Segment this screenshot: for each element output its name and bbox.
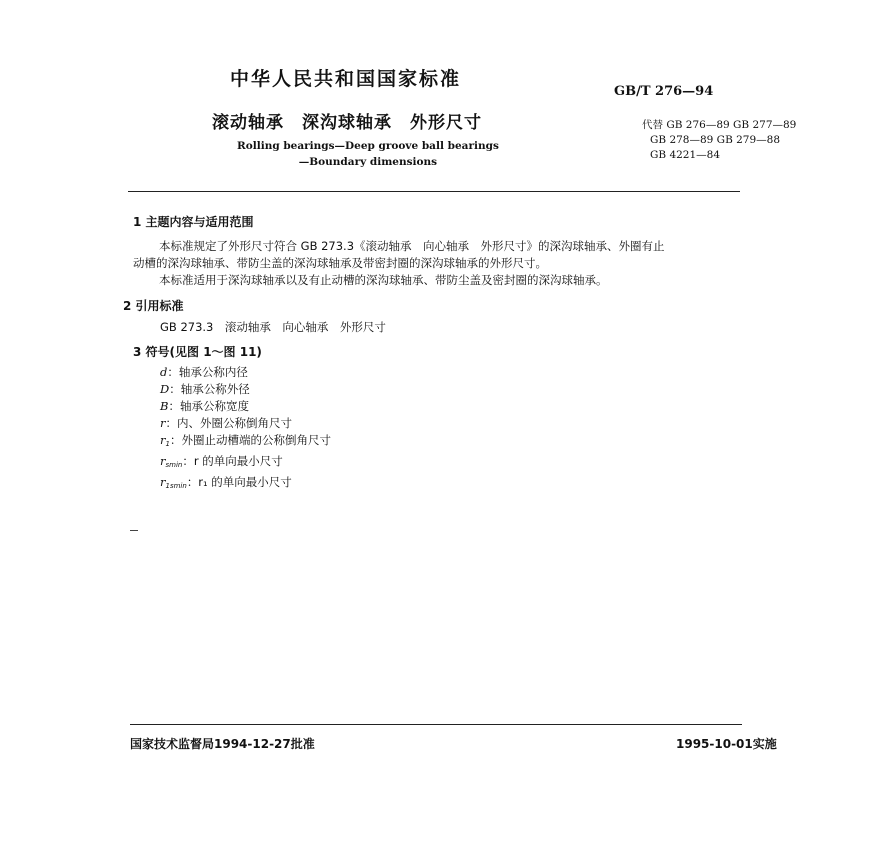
section-1-paragraph-1-line-1: 本标准规定了外形尺寸符合 GB 273.3《滚动轴承 向心轴承 外形尺寸》的深沟球轴承、外圈有止 — [159, 239, 665, 253]
section-3-heading: 3 符号(见图 1～图 11) — [133, 345, 262, 359]
symbol-description: ：轴承公称宽度 — [168, 399, 249, 413]
english-title — [237, 138, 499, 170]
symbol-item — [160, 474, 331, 495]
symbol: r — [160, 454, 166, 468]
symbol-item — [160, 415, 331, 432]
symbol-description: ：r₁ 的单向最小尺寸 — [186, 475, 292, 489]
symbol: r — [160, 416, 166, 430]
symbol: r — [160, 475, 166, 489]
symbol-description: ：内、外圈公称倒角尺寸 — [165, 416, 292, 430]
section-1-paragraph-2: 本标准适用于深沟球轴承以及有止动槽的深沟球轴承、带防尘盖及密封圈的深沟球轴承。 — [159, 273, 608, 287]
symbol-item — [160, 381, 331, 398]
replaces-line-3: GB 4221—84 — [650, 149, 721, 161]
national-standard-title: 中华人民共和国国家标准 — [230, 68, 462, 90]
symbol-description: ：轴承公称内径 — [167, 365, 248, 379]
symbol-item — [160, 453, 331, 474]
chinese-title: 滚动轴承 深沟球轴承 外形尺寸 — [212, 113, 482, 133]
symbol: d — [160, 365, 168, 379]
symbol-description: ：外圈止动槽端的公称倒角尺寸 — [169, 433, 331, 447]
section-1-heading: 1 主题内容与适用范围 — [133, 215, 254, 229]
symbol-item — [160, 398, 331, 415]
implementation-date: 1995-10-01实施 — [676, 737, 777, 751]
replaces-line-1: 代替 GB 276—89 GB 277—89 — [642, 119, 797, 131]
section-1-body — [133, 238, 733, 289]
english-title-line-2: —Boundary dimensions — [298, 156, 438, 168]
footer-divider — [130, 724, 742, 725]
approval-line: 国家技术监督局1994-12-27批准 — [130, 737, 315, 751]
symbol: B — [160, 399, 169, 413]
symbol-subscript: 1 — [165, 440, 170, 448]
english-title-line-1: Rolling bearings—Deep groove ball bearings — [237, 140, 499, 152]
replaces-block — [642, 118, 796, 163]
replaces-line-2: GB 278—89 GB 279—88 — [650, 134, 781, 146]
header-divider — [128, 191, 740, 192]
symbol-list — [160, 364, 331, 495]
symbol: r — [160, 433, 166, 447]
section-2-heading: 2 引用标准 — [123, 299, 184, 313]
scan-artifact-dash — [130, 530, 138, 531]
normative-reference: GB 273.3 滚动轴承 向心轴承 外形尺寸 — [160, 320, 386, 334]
standard-number: GB/T 276—94 — [614, 84, 714, 99]
symbol: D — [160, 382, 170, 396]
symbol-description: ：轴承公称外径 — [169, 382, 250, 396]
symbol-subscript: 1smin — [165, 482, 187, 490]
symbol-description: ：r 的单向最小尺寸 — [182, 454, 283, 468]
section-1-paragraph-1-line-2: 动槽的深沟球轴承、带防尘盖的深沟球轴承及带密封圈的深沟球轴承的外形尺寸。 — [133, 256, 547, 270]
symbol-item — [160, 432, 331, 453]
symbol-item — [160, 364, 331, 381]
symbol-subscript: smin — [165, 461, 183, 469]
